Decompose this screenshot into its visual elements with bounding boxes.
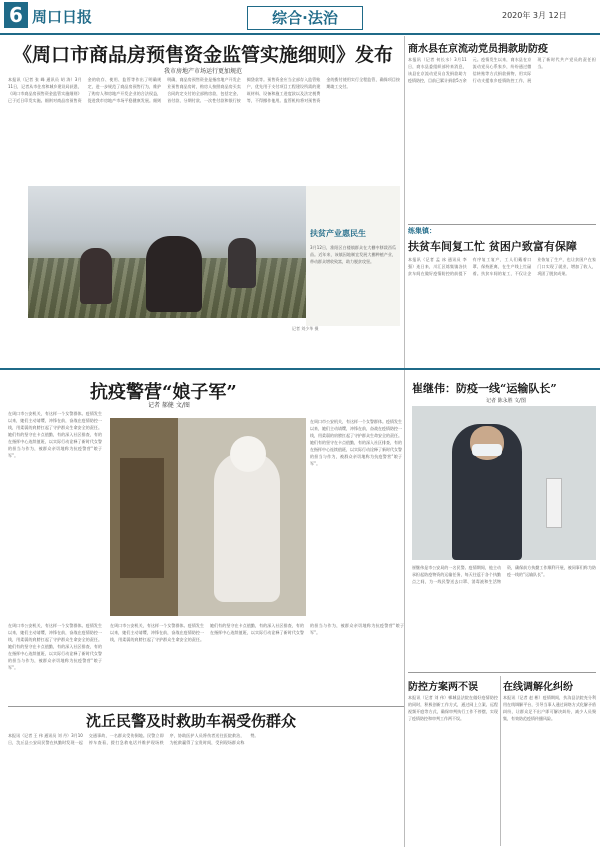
article-main-body: 本报讯（记者 张 峰 通讯员 胡 涛）3月11日，记者从市住房和城乡建设局获悉，《周口市商品房预售资金监管实施细则》已于近日印发实施。细则对商品房预售资金的收存、使用、监管等作出了明确规定，进一步规范了商品房预售行为，维护了购房人和房地产开发企业的合法权益，促进我市房地产市场平稳健康发展。细则明确，商品房预售资金是指房地产开发企业预售商品房时，购房人按照商品房买卖合同约定支付的全部购房款，包括定金、首付款、分期付款、一次性付款和银行按揭贷款等。预售资金应当全部存入监管账户，优先用于支付项目工程建设所需的建筑材料、设备和施工进度款以及法定税费等，不得挪作他用。监管机构将对预售资金的拨付使用实行全程监管，确保项目按期竣工交付。 — [8, 77, 400, 103]
article-fight-body-cont: 在周口市公安机关，有这样一个女警群体。疫情发生以来，她们主动请缨，冲锋在前，奋战在疫情防控一线，用柔弱的肩膀扛起了守护群众生命安全的责任。她们有的坚守在卡点值勤，有的深入社区排查，有的在指挥中心连续值班，以实际行动诠释了新时代女警的担当与作为，被群众亲切地称为抗疫警营“娘子军”。 — [310, 419, 402, 466]
column-divider — [500, 676, 501, 846]
article-cui-body: 崔继伟是市公安局的一名民警。疫情期间，他主动承担起防疫物资的运输任务，每天往返于各个执勤点之间，为一线民警送去口罩、消毒液和生活物资，确保前方执勤工作顺利开展，被同事们称为防疫一线的“运输队长”。 — [412, 565, 596, 584]
byline-cui: 记者 陈永胜 文/图 — [486, 398, 526, 404]
issue-date: 2020年 3月 12日 — [502, 11, 567, 20]
page-header — [0, 0, 600, 34]
section-rule — [0, 368, 600, 370]
byline-fight: 记者 郝健 文/图 — [148, 402, 190, 409]
headline-fight: 抗疫警营“娘子军” — [90, 382, 237, 403]
divider — [408, 672, 596, 673]
article-shen-body: 本报讯（记者 王 伟 通讯员 刘 丹）3月10日，沈丘县公安局民警在执勤时发现一起交通事故，一名群众受伤倒地。民警立即停车查看，拨打急救电话并维护现场秩序，协助医护人员将伤者送往医院救治，为抢救赢得了宝贵时间，受到现场群众称赞。 — [8, 733, 259, 745]
divider — [8, 706, 404, 707]
article-plan-body: 本报讯（记者 刘 伟）郸城县法院在做好疫情防控的同时，积极创新工作方式，通过网上立案、远程视频开庭等方式，确保审判执行工作不停摆，实现了疫情防控和审判工作两不误。 — [408, 695, 498, 721]
photo-caption: 记者 刘少华 摄 — [292, 326, 319, 331]
headline-plan: 防控方案两不误 — [408, 682, 478, 693]
officer-photo — [412, 406, 596, 560]
column-divider — [404, 36, 405, 847]
article-right-mid-body: 本报讯（记者 孟 冰 通讯员 李 强）连日来，川汇区练集镇各扶贫车间在做好疫情防控的前提下有序复工复产，工人们戴着口罩、保持距离，在生产线上忙碌着。扶贫车间的复工，不仅让企业恢复了生产，也让贫困户在家门口实现了就业，增加了收入，巩固了脱贫成果。 — [408, 257, 596, 276]
headline-right-top: 商水县在京流动党员捐款助防疫 — [408, 44, 548, 55]
headline-cui: 崔继伟：防疫一线“运输队长” — [412, 382, 557, 395]
headline-right-mid: 扶贫车间复工忙 贫困户致富有保障 — [408, 240, 577, 253]
kicker-right-mid: 练集镇： — [408, 227, 436, 235]
article-fight-body: 在周口市公安机关，有这样一个女警群体。疫情发生以来，她们主动请缨，冲锋在前，奋战在疫情防控一线，用柔弱的肩膀扛起了守护群众生命安全的责任。她们有的坚守在卡点值勤，有的深入社区排查，有的在指挥中心连续值班，以实际行动诠释了新时代女警的担当与作为，被群众亲切地称为抗疫警营“娘子军”。 — [8, 411, 102, 458]
headline-mediate: 在线调解化纠纷 — [503, 682, 573, 693]
article-right-top-body: 本报讯（记者 何长水）3月11日，商水县委组织部传来消息，该县在京流动党员自发捐款助力疫情防控，目前已累计捐款5万余元。疫情发生以来，商水县在京流动党员心系家乡，纷纷通过微信转账等方式捐款捐物，用实际行动支援家乡疫情防控工作，展现了新时代共产党员的责任担当。 — [408, 57, 596, 83]
section-name: 综合·法治 — [247, 6, 363, 30]
greenhouse-photo — [28, 186, 306, 318]
disinfect-photo — [110, 418, 306, 616]
article-mediate-body: 本报讯（记者 赵 彬）疫情期间，扶沟县法院充分利用在线调解平台，引导当事人通过网络方式化解矛盾纠纷，让群众足不出户即可解决纠纷，减少人员聚集，有效防范疫情传播风险。 — [503, 695, 596, 721]
divider — [408, 224, 596, 225]
header-rule — [0, 33, 600, 35]
article-fight-body-more: 在周口市公安机关，有这样一个女警群体。疫情发生以来，她们主动请缨，冲锋在前，奋战在疫情防控一线，用柔弱的肩膀扛起了守护群众生命安全的责任。她们有的坚守在卡点值勤，有的深入社区排查，有的在指挥中心连续值班，以实际行动诠释了新时代女警的担当与作为，被群众亲切地称为抗疫警营“娘子军”。 — [8, 623, 102, 670]
subhead-main: 我市房地产市场运行更加规范 — [163, 68, 242, 75]
photo-feature-text: 3月12日，淮阳区白楼镇群众在大棚中移栽西瓜苗。近年来，该镇因地制宜发展大棚种植产业，带动群众增收致富，助力脱贫攻坚。 — [310, 245, 396, 264]
article-fight-body-end: 在周口市公安机关，有这样一个女警群体。疫情发生以来，她们主动请缨，冲锋在前，奋战在疫情防控一线，用柔弱的肩膀扛起了守护群众生命安全的责任。她们有的坚守在卡点值勤，有的深入社区排查，有的在指挥中心连续值班，以实际行动诠释了新时代女警的担当与作为，被群众亲切地称为抗疫警营“娘子军”。 — [110, 623, 404, 642]
page-number: 6 — [4, 2, 28, 28]
photo-feature-title: 扶贫产业惠民生 — [310, 229, 366, 238]
headline-shen: 沈丘民警及时救助车祸受伤群众 — [86, 712, 297, 730]
paper-name: 周口日报 — [32, 8, 93, 26]
headline-main: 《周口市商品房预售资金监管实施细则》发布 — [12, 44, 393, 66]
